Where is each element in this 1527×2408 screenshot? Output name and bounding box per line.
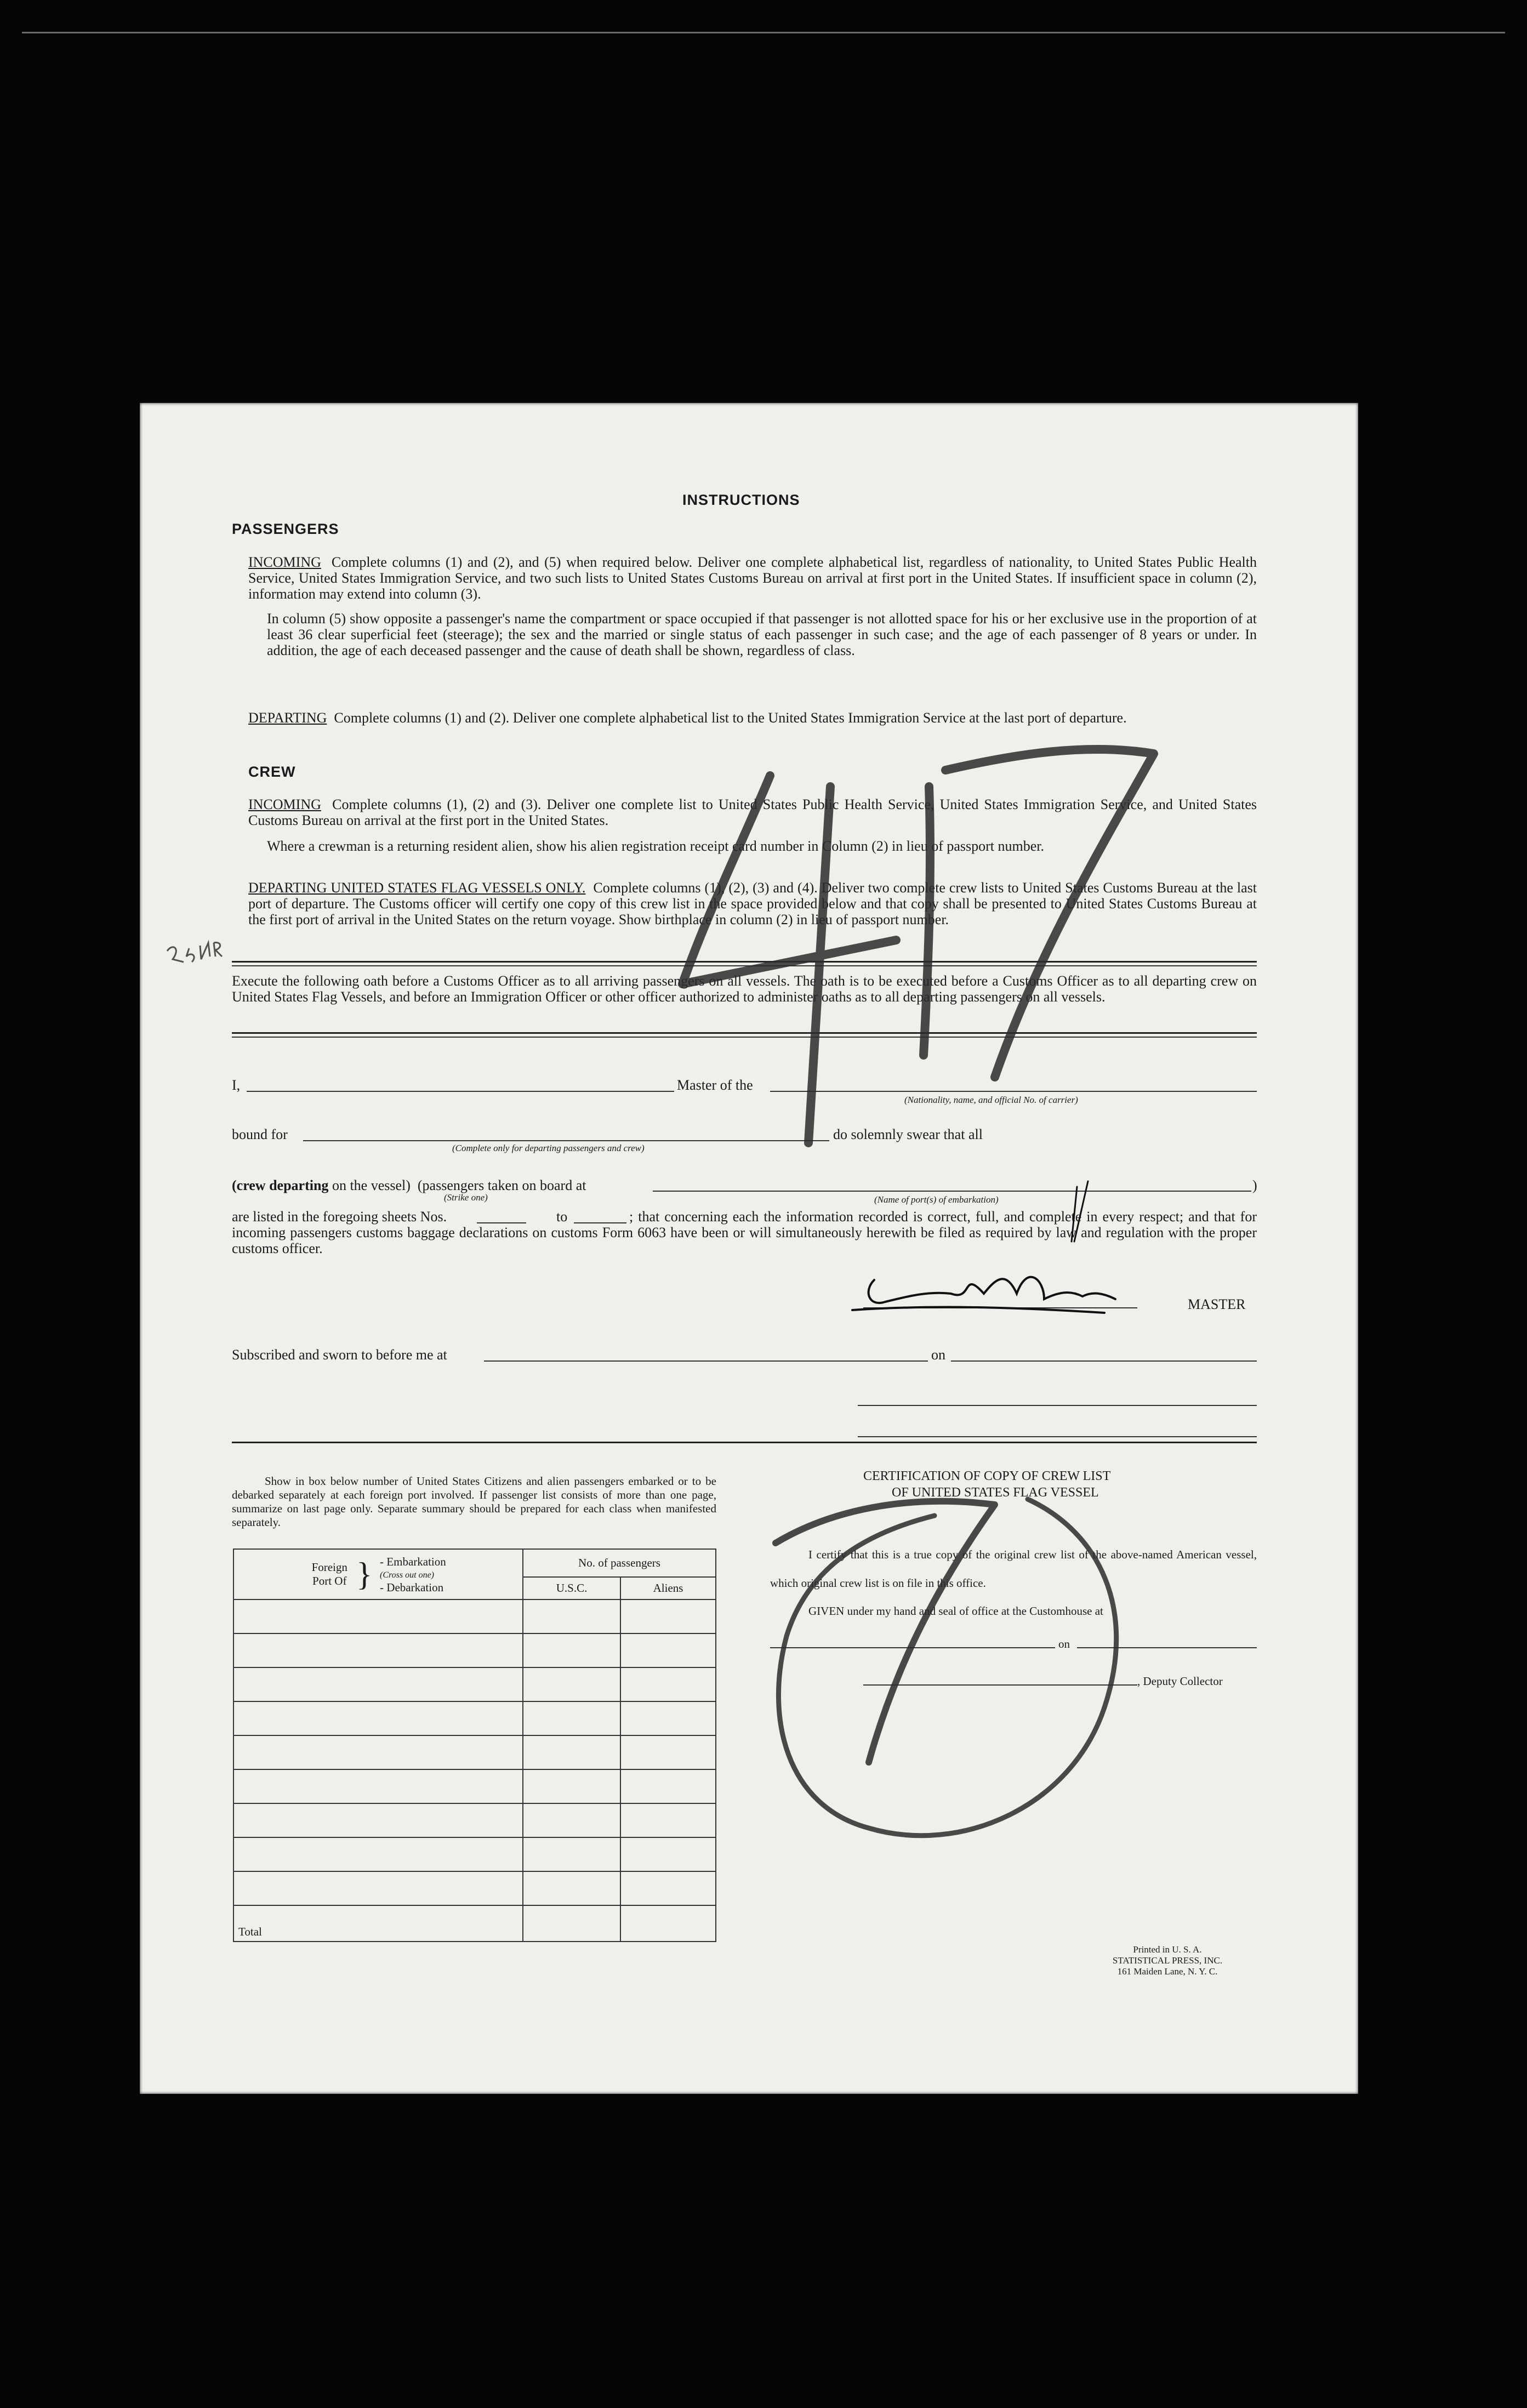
certification-title-1: CERTIFICATION OF COPY OF CREW LIST xyxy=(863,1469,1111,1483)
debarkation-label: - Debarkation xyxy=(380,1580,444,1594)
crew-incoming-label: INCOMING xyxy=(248,796,321,812)
margin-note-25nr xyxy=(167,943,222,962)
bound-for-caption: (Complete only for departing passengers and crew) xyxy=(452,1143,645,1153)
master-label: MASTER xyxy=(1188,1296,1246,1312)
oath-close-paren: ) xyxy=(1252,1177,1257,1193)
cross-out-caption: (Cross out one) xyxy=(380,1570,435,1580)
handwritten-circled-7 xyxy=(776,1501,995,1762)
crew-incoming-paragraph: Complete columns (1), (2) and (3). Deliver one complete list to United States Public Health Service, United States Immigration Service, and United States Customs Bureau on arrival at the first port in the United States. xyxy=(248,796,1257,828)
handwriting-layer xyxy=(140,403,1358,2094)
foreign-port-of: Foreign Port Of xyxy=(311,1561,347,1587)
handwritten-1 xyxy=(924,787,930,1055)
subscribed-text: Subscribed and sworn to before me at xyxy=(232,1347,447,1363)
crew-departing-paragraph: Complete columns (1), (2), (3) and (4). Deliver two complete crew lists to United States Customs Bureau at the last port of departure. The Customs officer will certify one copy of this crew list in the space provided below and that copy shall be presented to United States Customs Bureau at the first port of arrival in the United States on the return voyage. Show birthplace in column (2) in lieu of passport number. xyxy=(248,880,1257,927)
deputy-collector-label: , Deputy Collector xyxy=(1137,1675,1223,1688)
printer-line-2: STATISTICAL PRESS, INC. xyxy=(1112,1955,1223,1966)
ports-caption: (Name of port(s) of embarkation) xyxy=(874,1194,999,1205)
oath-to: to xyxy=(556,1209,568,1225)
instructions-title: INSTRUCTIONS xyxy=(682,492,800,508)
oath-swear: do solemnly swear that all xyxy=(833,1126,983,1142)
oath-intro-text: Execute the following oath before a Customs Officer as to all arriving passengers on all vessels. The oath is to be executed before a Customs Officer as to all departing crew on United States Flag Vessels, and before an Immigration Officer or other officer authorized to administer oaths as to all departing passengers on all vessels. xyxy=(232,973,1257,1005)
crew-heading: CREW xyxy=(248,764,296,780)
crewman-alien-paragraph: Where a crewman is a returning resident alien, show his alien registration receipt card number in Column (2) in lieu of passport number. xyxy=(267,838,1045,854)
oath-i: I, xyxy=(232,1077,241,1093)
departing-label: DEPARTING xyxy=(248,710,327,726)
column5-paragraph: In column (5) show opposite a passenger's name the compartment or space occupied if that passenger is not allotted space for his or her exclusive use in the proportion of at least 36 clear superficial feet (steerage); the sex and the married or single status of each passenger in such case; and the age of each passenger of 8 years or under. In addition, the age of each deceased passenger and the cause of death shall be shown, regardless of class. xyxy=(267,611,1257,658)
certification-paragraph: I certify that this is a true copy of the original crew list of the above-named American vessel, which original crew list is on file in this office. xyxy=(770,1548,1257,1590)
handwritten-7-top xyxy=(945,749,1154,1077)
departing-paragraph: Complete columns (1) and (2). Deliver one complete alphabetical list to the United States Immigration Service at the last port of departure. xyxy=(334,710,1127,726)
oath-crew-departing: (crew departing on the vessel) (passengers taken on board at xyxy=(232,1177,586,1193)
oath-sheets: are listed in the foregoing sheets Nos. xyxy=(232,1209,447,1225)
incoming-label: INCOMING xyxy=(248,554,321,570)
printer-line-1: Printed in U. S. A. xyxy=(1133,1944,1202,1955)
brace-icon: } xyxy=(356,1556,373,1592)
strike-one-caption: (Strike one) xyxy=(444,1192,488,1203)
summary-note-text: Show in box below number of United States Citizens and alien passengers embarked or to be debarked separately at each foreign port involved. If passenger list consists of more than one page, summarize on last page only. Separate summary should be prepared for each class when manifested separately. xyxy=(232,1475,716,1529)
scanner-top-line xyxy=(22,32,1505,33)
subscribed-on: on xyxy=(931,1347,945,1363)
manifest-page xyxy=(140,403,1358,2094)
checkmark xyxy=(1072,1181,1088,1242)
incoming-paragraph: Complete columns (1) and (2), and (5) when required below. Deliver one complete alphabetical list, regardless of nationality, to United States Public Health Service, United States Immigration Service, and two such lists to United States Customs Bureau on arrival at first port in the United States. If insufficient space in column (2), information may extend into column (3). xyxy=(248,554,1257,602)
oath-bound-for: bound for xyxy=(232,1126,288,1142)
embarkation-label: - Embarkation xyxy=(380,1555,446,1568)
no-of-passengers-header: No. of passengers xyxy=(523,1549,716,1577)
printer-line-3: 161 Maiden Lane, N. Y. C. xyxy=(1117,1966,1218,1977)
certification-title-2: OF UNITED STATES FLAG VESSEL xyxy=(892,1485,1099,1500)
carrier-caption: (Nationality, name, and official No. of carrier) xyxy=(904,1095,1078,1105)
certification-on: on xyxy=(1058,1637,1070,1650)
aliens-header: Aliens xyxy=(620,1577,716,1599)
passengers-heading: PASSENGERS xyxy=(232,521,339,537)
certification-given: GIVEN under my hand and seal of office at the Customhouse at xyxy=(808,1604,1103,1618)
handwritten-4 xyxy=(682,776,896,1143)
crew-departing-label: DEPARTING UNITED STATES FLAG VESSELS ONLY. xyxy=(248,880,586,896)
handwritten-circle xyxy=(778,1499,1116,1836)
oath-master-of: Master of the xyxy=(677,1077,753,1093)
oath-rest-text: ; that concerning each the information recorded is correct, full, and complete in every respect; and that for incoming passengers customs baggage declarations on customs Form 6063 have been or will simultaneously herewith be filed as required by law and regulation with the proper customs officer. xyxy=(232,1209,1257,1256)
total-label: Total xyxy=(233,1905,523,1942)
usc-header: U.S.C. xyxy=(523,1577,620,1599)
signature-mark xyxy=(852,1277,1115,1313)
